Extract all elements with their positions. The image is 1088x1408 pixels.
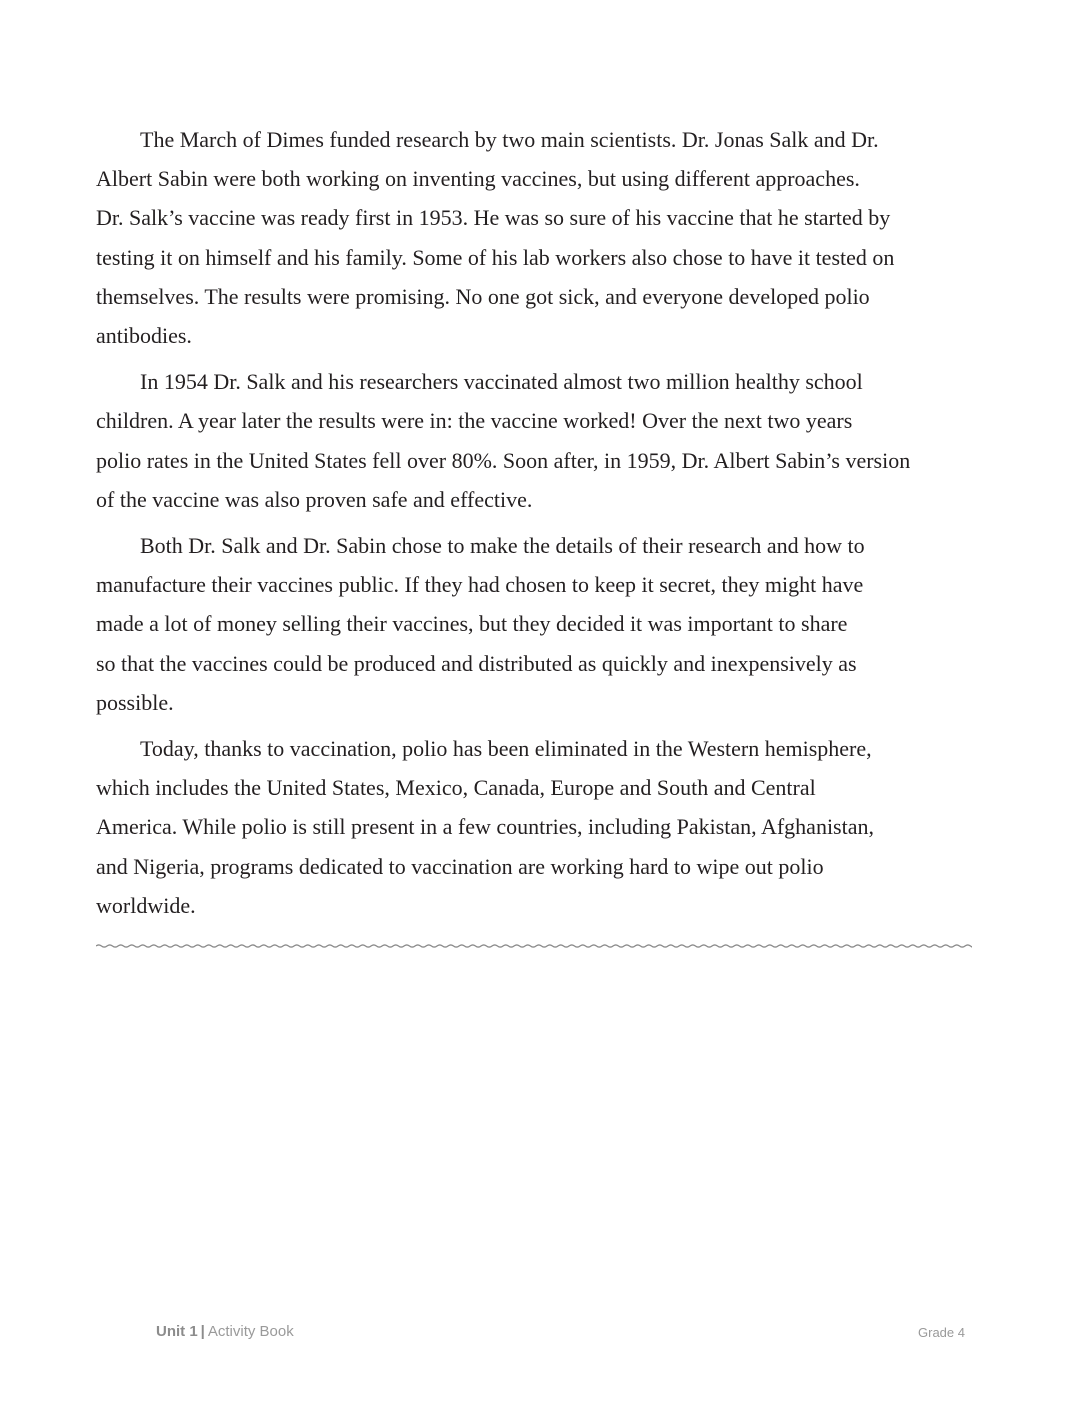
text-line: The March of Dimes funded research by two main scientists. Dr. Jonas Salk and Dr.	[140, 127, 879, 152]
text-line: America. While polio is still present in a few countries, including Pakistan, Afghanistan,	[96, 814, 874, 840]
text-line: which includes the United States, Mexico, Canada, Europe and South and Central	[96, 775, 816, 801]
footer-separator: |	[200, 1323, 205, 1340]
text-line: children. A year later the results were in: the vaccine worked! Over the next two years	[96, 408, 853, 434]
paragraph-4	[96, 729, 976, 925]
text-line: and Nigeria, programs dedicated to vaccination are working hard to wipe out polio	[96, 853, 824, 879]
text-line: antibodies.	[96, 323, 192, 349]
article-body	[96, 120, 976, 932]
footer-grade: Grade 4	[918, 1325, 965, 1340]
text-line: In 1954 Dr. Salk and his researchers vaccinated almost two million healthy school	[140, 369, 863, 395]
text-line: Today, thanks to vaccination, polio has been eliminated in the Western hemisphere,	[140, 736, 872, 762]
text-line: of the vaccine was also proven safe and effective.	[96, 486, 533, 512]
text-line: testing it on himself and his family. Some of his lab workers also chose to have it tested on	[96, 244, 895, 270]
text-line: so that the vaccines could be produced and distributed as quickly and inexpensively as	[96, 650, 857, 676]
text-line: manufacture their vaccines public. If they had chosen to keep it secret, they might have	[96, 572, 864, 598]
text-line: polio rates in the United States fell over 80%. Soon after, in 1959, Dr. Albert Sabin’s version	[96, 447, 911, 473]
footer-book: Activity Book	[207, 1323, 294, 1340]
text-line: worldwide.	[96, 892, 196, 918]
footer-unit: Unit 1	[156, 1323, 198, 1340]
text-line: possible.	[96, 689, 174, 715]
footer-unit-label	[156, 1323, 294, 1340]
paragraph-2	[96, 362, 976, 519]
paragraph-3	[96, 526, 976, 722]
text-line: themselves. The results were promising. No one got sick, and everyone developed polio	[96, 283, 870, 309]
text-line: made a lot of money selling their vaccines, but they decided it was important to share	[96, 611, 848, 637]
paragraph-1	[96, 120, 976, 355]
text-line: Dr. Salk’s vaccine was ready first in 1953. He was so sure of his vaccine that he started by	[96, 205, 891, 231]
wavy-divider	[96, 940, 972, 952]
text-line: Albert Sabin were both working on inventing vaccines, but using different approaches.	[96, 166, 860, 192]
text-line: Both Dr. Salk and Dr. Sabin chose to make the details of their research and how to	[140, 533, 865, 559]
